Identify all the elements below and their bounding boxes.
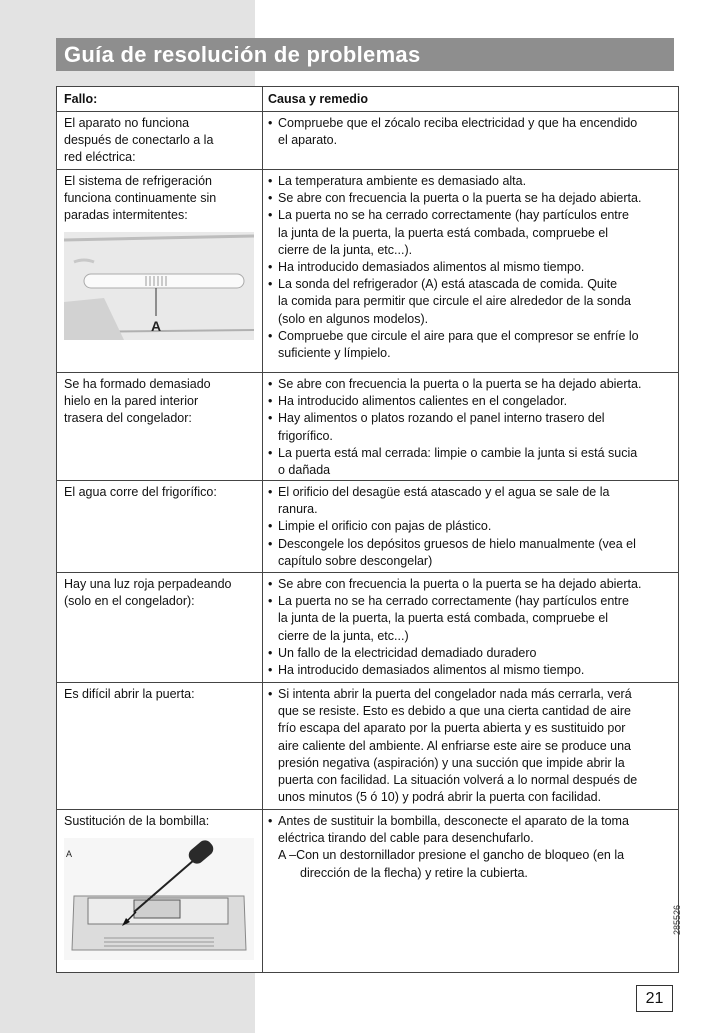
cause-item: • Ha introducido alimentos calientes en el congelador.	[268, 393, 676, 410]
header-cause: Causa y remedio	[268, 92, 369, 106]
cause-item: • Antes de sustituir la bombilla, desconecte el aparato de la toma	[268, 813, 676, 830]
table-row	[57, 170, 678, 373]
cause-item: • Ha introducido demasiados alimentos al mismo tiempo.	[268, 662, 676, 679]
fault-cell: Hay una luz roja perpadeando (solo en el congelador):	[57, 573, 263, 682]
fault-cell: Es difícil abrir la puerta:	[57, 683, 263, 809]
table-row	[57, 481, 678, 573]
cause-item: • El orificio del desagüe está atascado y el agua se sale de la	[268, 484, 676, 501]
cause-cell: • El orificio del desagüe está atascado y el agua se sale de la ranura. • Limpie el orificio con pajas de plástico. • Descongele los depósitos gruesos de hielo manualmente (vea el capítulo sobre descongelar)	[263, 481, 678, 572]
cause-cell: • Si intenta abrir la puerta del congelador nada más cerrarla, verá que se resiste. Esto es debido a que una cierta cantidad de aire frío escapa del aparato por la puerta abierta y es sustituido por aire caliente del ambiente. Al enfriarse este aire se produce una presión negativa (aspiración) y una succión que impide abrir la puerta con facilidad. La situación volverá a lo normal después de unos minutos (5 ó 10) y podrá abrir la puerta con facilidad.	[263, 683, 678, 809]
cause-item: • Un fallo de la electricidad demadiado duradero	[268, 645, 676, 662]
cause-item: • Ha introducido demasiados alimentos al mismo tiempo.	[268, 259, 676, 276]
table-row	[57, 810, 678, 972]
probe-label: A	[151, 318, 162, 334]
fridge-probe-photo	[64, 232, 254, 340]
bulb-photo-label: A	[66, 849, 73, 859]
cause-cell: • Compruebe que el zócalo reciba electricidad y que ha encendido el aparato.	[263, 112, 678, 169]
cause-item: • La puerta no se ha cerrado correctamente (hay partículos entre	[268, 593, 676, 610]
fault-cell: Se ha formado demasiado hielo en la pared interior trasera del congelador:	[57, 373, 263, 480]
fault-cell: El aparato no funciona después de conectarlo a la red eléctrica:	[57, 112, 263, 169]
table-row	[57, 573, 678, 683]
cause-item: • Descongele los depósitos gruesos de hielo manualmente (vea el	[268, 536, 676, 553]
troubleshooting-table	[56, 86, 679, 973]
table-header-row	[57, 87, 678, 112]
cause-item: • Se abre con frecuencia la puerta o la puerta se ha dejado abierta.	[268, 576, 676, 593]
fault-cell: El sistema de refrigeración funciona continuamente sin paradas intermitentes: A	[57, 170, 263, 372]
bulb-cover-photo	[64, 838, 254, 960]
cause-cell: • Se abre con frecuencia la puerta o la puerta se ha dejado abierta. • Ha introducido alimentos calientes en el congelador. • Hay alimentos o platos rozando el panel interno trasero del frigorífico. • La puerta está mal cerrada: limpie o cambie la junta si está sucia o dañada	[263, 373, 678, 480]
cause-item: • La puerta no se ha cerrado correctamente (hay partículos entre	[268, 207, 676, 224]
cause-cell: • Se abre con frecuencia la puerta o la puerta se ha dejado abierta. • La puerta no se ha cerrado correctamente (hay partículos entre la junta de la puerta, la puerta está combada, compruebe el cierre de la junta, etc...) • Un fallo de la electricidad demadiado duradero • Ha introducido demasiados alimentos al mismo tiempo.	[263, 573, 678, 682]
cause-item: • Si intenta abrir la puerta del congelador nada más cerrarla, verá	[268, 686, 676, 703]
cause-cell: • Antes de sustituir la bombilla, desconecte el aparato de la toma eléctrica tirando del cable para desenchufarlo. A –Con un destornillador presione el gancho de bloqueo (en la dirección de la flecha) y retire la cubierta.	[263, 810, 678, 972]
page-number: 21	[636, 985, 673, 1012]
table-row	[57, 112, 678, 170]
cause-item: • La puerta está mal cerrada: limpie o cambie la junta si está sucia	[268, 445, 676, 462]
fault-cell: El agua corre del frigorífico:	[57, 481, 263, 572]
cause-item: • Compruebe que el zócalo reciba electricidad y que ha encendido	[268, 115, 676, 132]
table-row	[57, 373, 678, 481]
fault-cell: Sustitución de la bombilla: A	[57, 810, 263, 972]
header-fault: Fallo:	[57, 87, 263, 111]
cause-item: • La sonda del refrigerador (A) está atascada de comida. Quite	[268, 276, 676, 293]
page-title: Guía de resolución de problemas	[56, 38, 674, 71]
cause-item: • La temperatura ambiente es demasiado alta.	[268, 173, 676, 190]
cause-item: • Hay alimentos o platos rozando el panel interno trasero del	[268, 410, 676, 427]
cause-item: • Se abre con frecuencia la puerta o la puerta se ha dejado abierta.	[268, 376, 676, 393]
sub-step: A –Con un destornillador presione el gancho de bloqueo (en la	[278, 848, 625, 863]
document-code: 285526	[672, 904, 682, 935]
cause-item: • Compruebe que circule el aire para que el compresor se enfríe lo	[268, 328, 676, 345]
cause-item: • Limpie el orificio con pajas de plástico.	[268, 518, 676, 535]
table-row	[57, 683, 678, 810]
cause-item: • Se abre con frecuencia la puerta o la puerta se ha dejado abierta.	[268, 190, 676, 207]
cause-cell: • La temperatura ambiente es demasiado alta. • Se abre con frecuencia la puerta o la puerta se ha dejado abierta. • La puerta no se ha cerrado correctamente (hay partículos entre la junta de la puerta, la puerta está combada, compruebe el cierre de la junta, etc...). • Ha introducido demasiados alimentos al mismo tiempo. • La sonda del refrigerador (A) está atascada de comida. Quite la comida para permitir que circule el aire alrededor de la sonda (solo en algunos modelos). • Compruebe que circule el aire para que el compresor se enfríe lo suficiente y límpielo.	[263, 170, 678, 372]
bulb-replacement-illustration	[64, 838, 254, 960]
